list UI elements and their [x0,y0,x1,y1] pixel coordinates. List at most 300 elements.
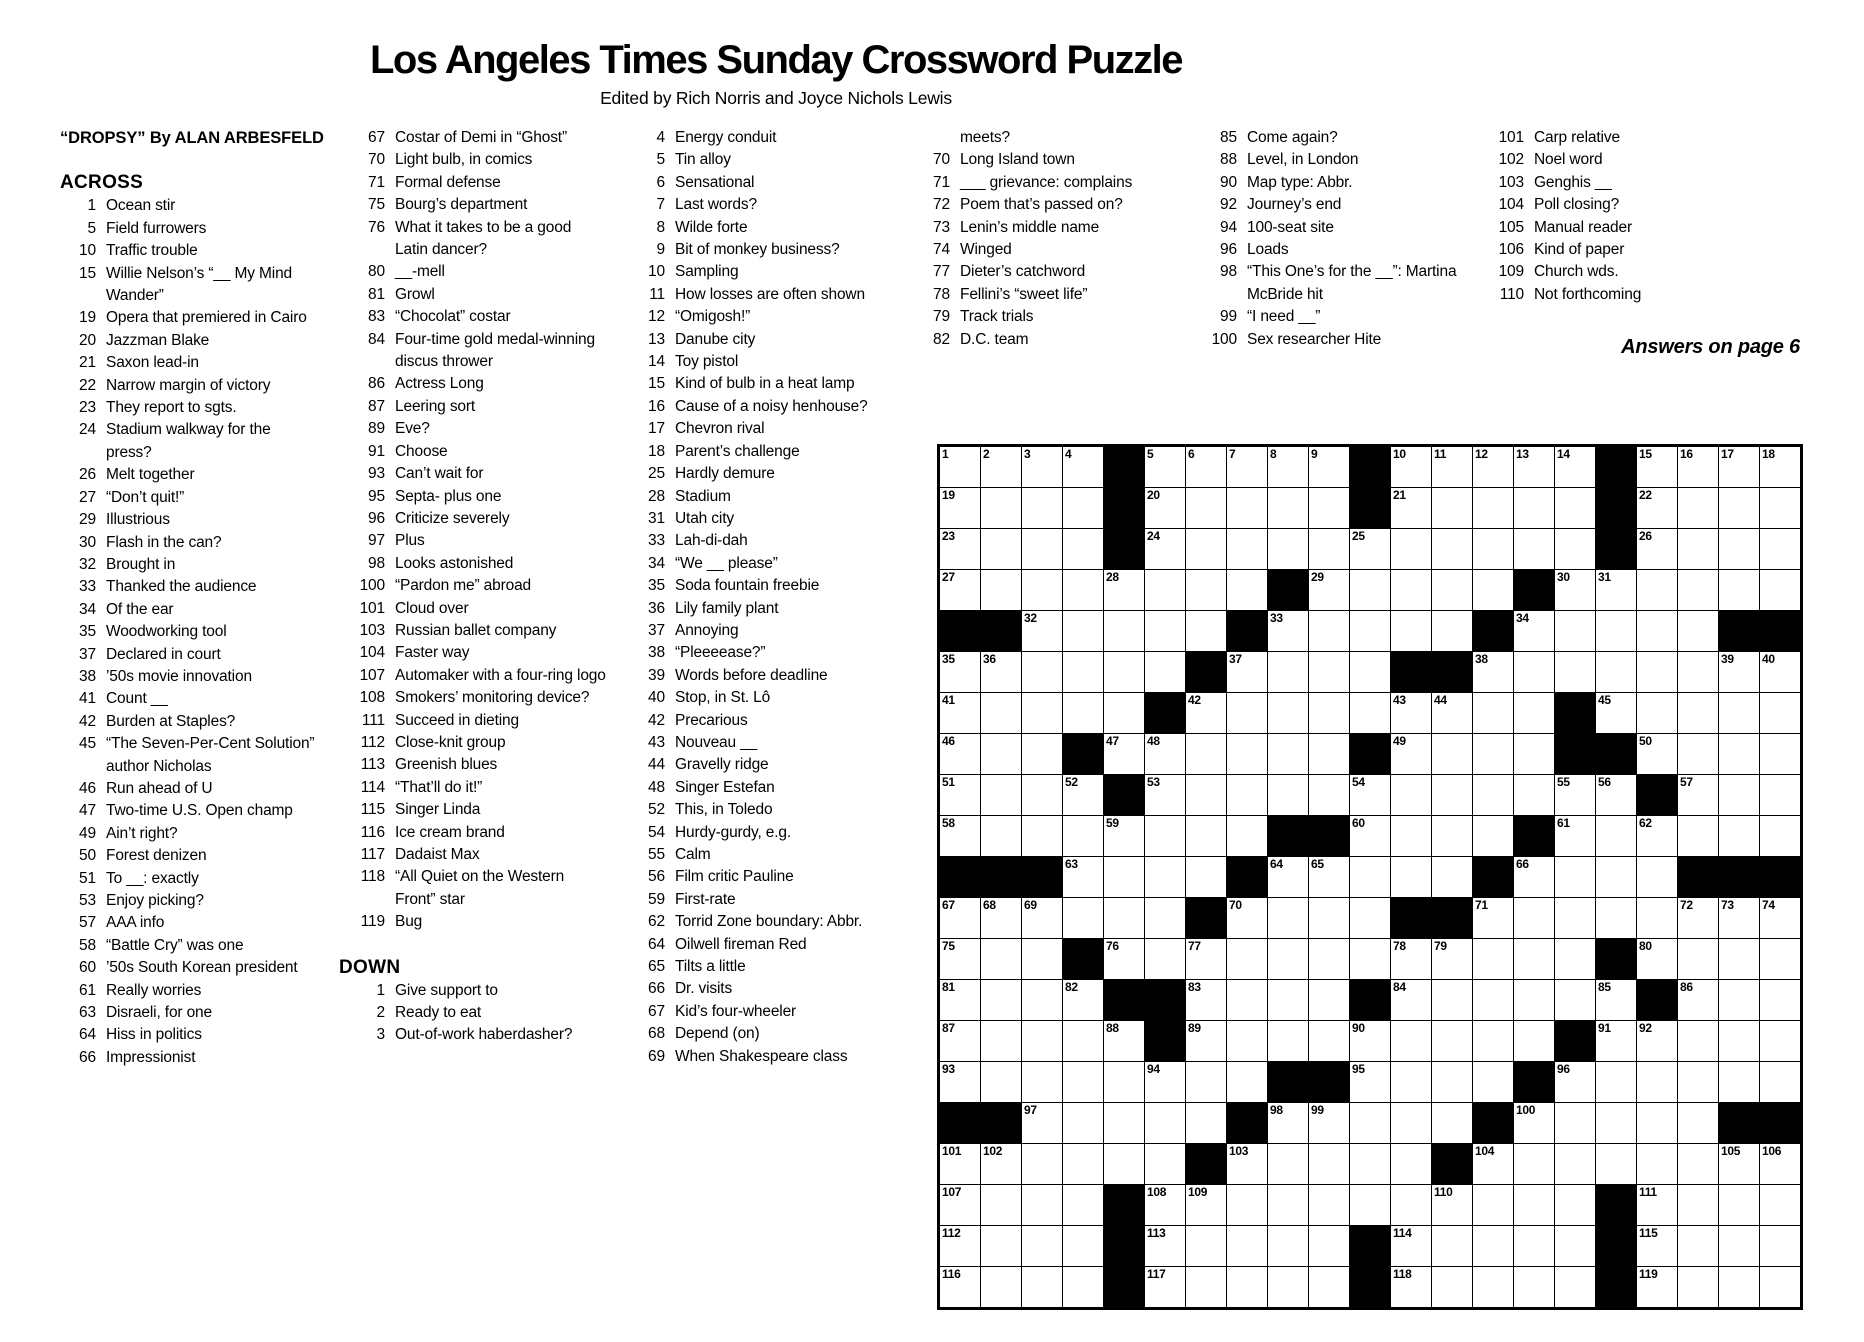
grid-cell[interactable] [1391,1021,1431,1061]
grid-cell[interactable] [981,1267,1021,1307]
grid-cell[interactable] [1145,652,1185,692]
grid-cell[interactable] [1186,1226,1226,1266]
grid-cell[interactable] [1596,980,1636,1020]
grid-cell[interactable] [1063,488,1103,528]
grid-cell[interactable] [1678,1226,1718,1266]
grid-cell[interactable] [1760,652,1800,692]
grid-cell[interactable] [1104,611,1144,651]
grid-cell[interactable] [1678,693,1718,733]
grid-cell[interactable] [1719,447,1759,487]
grid-cell[interactable] [1309,447,1349,487]
grid-cell[interactable] [1473,816,1513,856]
grid-cell[interactable] [1350,898,1390,938]
grid-cell[interactable] [1719,1185,1759,1225]
grid-cell[interactable] [1473,529,1513,569]
grid-cell[interactable] [1432,857,1472,897]
grid-cell[interactable] [1637,1062,1677,1102]
grid-cell[interactable] [1391,857,1431,897]
grid-cell[interactable] [1350,570,1390,610]
grid-cell[interactable] [1473,1144,1513,1184]
grid-cell[interactable] [1022,1062,1062,1102]
grid-cell[interactable] [1309,939,1349,979]
grid-cell[interactable] [1760,529,1800,569]
grid-cell[interactable] [1063,1144,1103,1184]
grid-cell[interactable] [1350,693,1390,733]
grid-cell[interactable] [981,447,1021,487]
grid-cell[interactable] [1022,939,1062,979]
grid-cell[interactable] [1637,570,1677,610]
grid-cell[interactable] [1678,1021,1718,1061]
grid-cell[interactable] [1391,939,1431,979]
grid-cell[interactable] [940,1021,980,1061]
grid-cell[interactable] [940,1185,980,1225]
grid-cell[interactable] [1637,1185,1677,1225]
grid-cell[interactable] [1719,488,1759,528]
grid-cell[interactable] [1596,816,1636,856]
grid-cell[interactable] [1432,693,1472,733]
grid-cell[interactable] [1063,816,1103,856]
grid-cell[interactable] [1022,1021,1062,1061]
grid-cell[interactable] [1473,980,1513,1020]
grid-cell[interactable] [1063,693,1103,733]
grid-cell[interactable] [1391,1144,1431,1184]
grid-cell[interactable] [1760,570,1800,610]
grid-cell[interactable] [940,693,980,733]
grid-cell[interactable] [1309,734,1349,774]
grid-cell[interactable] [940,1144,980,1184]
grid-cell[interactable] [1719,980,1759,1020]
grid-cell[interactable] [1473,693,1513,733]
grid-cell[interactable] [1760,1144,1800,1184]
grid-cell[interactable] [1268,1185,1308,1225]
grid-cell[interactable] [1145,447,1185,487]
grid-cell[interactable] [1309,488,1349,528]
grid-cell[interactable] [1473,939,1513,979]
grid-cell[interactable] [1555,1267,1595,1307]
grid-cell[interactable] [1719,1267,1759,1307]
grid-cell[interactable] [1145,1226,1185,1266]
grid-cell[interactable] [1514,1185,1554,1225]
grid-cell[interactable] [1719,1144,1759,1184]
grid-cell[interactable] [1227,939,1267,979]
grid-cell[interactable] [1104,1103,1144,1143]
grid-cell[interactable] [1309,693,1349,733]
grid-cell[interactable] [981,1062,1021,1102]
grid-cell[interactable] [1022,775,1062,815]
grid-cell[interactable] [981,1185,1021,1225]
grid-cell[interactable] [1104,1062,1144,1102]
grid-cell[interactable] [1514,1267,1554,1307]
grid-cell[interactable] [1555,1226,1595,1266]
grid-cell[interactable] [1514,898,1554,938]
grid-cell[interactable] [1555,1185,1595,1225]
grid-cell[interactable] [1186,1103,1226,1143]
grid-cell[interactable] [1227,529,1267,569]
grid-cell[interactable] [1063,1267,1103,1307]
grid-cell[interactable] [1268,857,1308,897]
grid-cell[interactable] [1145,775,1185,815]
grid-cell[interactable] [1022,1267,1062,1307]
grid-cell[interactable] [1596,775,1636,815]
grid-cell[interactable] [981,529,1021,569]
grid-cell[interactable] [1719,775,1759,815]
grid-cell[interactable] [1227,775,1267,815]
grid-cell[interactable] [1596,1021,1636,1061]
grid-cell[interactable] [1391,1103,1431,1143]
grid-cell[interactable] [1432,1226,1472,1266]
grid-cell[interactable] [1678,1185,1718,1225]
grid-cell[interactable] [1350,652,1390,692]
grid-cell[interactable] [1637,447,1677,487]
grid-cell[interactable] [1760,980,1800,1020]
grid-cell[interactable] [1309,611,1349,651]
grid-cell[interactable] [1022,1185,1062,1225]
grid-cell[interactable] [1022,980,1062,1020]
grid-cell[interactable] [1555,857,1595,897]
grid-cell[interactable] [1186,1185,1226,1225]
grid-cell[interactable] [1391,775,1431,815]
grid-cell[interactable] [1104,1144,1144,1184]
grid-cell[interactable] [1596,898,1636,938]
grid-cell[interactable] [1555,898,1595,938]
grid-cell[interactable] [1227,1226,1267,1266]
grid-cell[interactable] [1391,1267,1431,1307]
grid-cell[interactable] [1268,447,1308,487]
grid-cell[interactable] [1555,1144,1595,1184]
grid-cell[interactable] [940,939,980,979]
grid-cell[interactable] [1514,652,1554,692]
grid-cell[interactable] [1227,1144,1267,1184]
grid-cell[interactable] [1719,570,1759,610]
grid-cell[interactable] [1309,1267,1349,1307]
grid-cell[interactable] [1719,1226,1759,1266]
grid-cell[interactable] [1473,1062,1513,1102]
grid-cell[interactable] [940,734,980,774]
grid-cell[interactable] [1473,1267,1513,1307]
grid-cell[interactable] [1473,1021,1513,1061]
grid-cell[interactable] [1637,611,1677,651]
grid-cell[interactable] [1760,488,1800,528]
grid-cell[interactable] [1514,1226,1554,1266]
grid-cell[interactable] [1719,734,1759,774]
grid-cell[interactable] [1678,488,1718,528]
grid-cell[interactable] [1104,734,1144,774]
grid-cell[interactable] [1022,734,1062,774]
grid-cell[interactable] [1432,816,1472,856]
grid-cell[interactable] [1022,1144,1062,1184]
grid-cell[interactable] [1678,570,1718,610]
grid-cell[interactable] [981,816,1021,856]
grid-cell[interactable] [1063,611,1103,651]
grid-cell[interactable] [1514,693,1554,733]
grid-cell[interactable] [1760,734,1800,774]
grid-cell[interactable] [1022,898,1062,938]
grid-cell[interactable] [1678,1062,1718,1102]
grid-cell[interactable] [1473,1185,1513,1225]
grid-cell[interactable] [1063,447,1103,487]
grid-cell[interactable] [1719,652,1759,692]
grid-cell[interactable] [1391,570,1431,610]
grid-cell[interactable] [1473,775,1513,815]
grid-cell[interactable] [1678,898,1718,938]
grid-cell[interactable] [1514,857,1554,897]
grid-cell[interactable] [1514,939,1554,979]
grid-cell[interactable] [1678,1267,1718,1307]
grid-cell[interactable] [1350,611,1390,651]
grid-cell[interactable] [1309,857,1349,897]
grid-cell[interactable] [1678,734,1718,774]
grid-cell[interactable] [1555,939,1595,979]
grid-cell[interactable] [981,939,1021,979]
grid-cell[interactable] [1391,734,1431,774]
grid-cell[interactable] [1145,734,1185,774]
grid-cell[interactable] [940,488,980,528]
grid-cell[interactable] [1391,693,1431,733]
grid-cell[interactable] [1760,939,1800,979]
grid-cell[interactable] [1719,816,1759,856]
grid-cell[interactable] [1063,775,1103,815]
grid-cell[interactable] [1268,1267,1308,1307]
grid-cell[interactable] [1063,652,1103,692]
grid-cell[interactable] [1145,1144,1185,1184]
grid-cell[interactable] [1227,693,1267,733]
grid-cell[interactable] [1432,734,1472,774]
grid-cell[interactable] [1309,1185,1349,1225]
grid-cell[interactable] [1309,775,1349,815]
grid-cell[interactable] [1473,652,1513,692]
grid-cell[interactable] [1186,775,1226,815]
grid-cell[interactable] [1555,611,1595,651]
grid-cell[interactable] [1637,939,1677,979]
grid-cell[interactable] [1186,980,1226,1020]
grid-cell[interactable] [1350,939,1390,979]
grid-cell[interactable] [1514,488,1554,528]
grid-cell[interactable] [1104,693,1144,733]
grid-cell[interactable] [1227,1267,1267,1307]
grid-cell[interactable] [1268,775,1308,815]
grid-cell[interactable] [1432,1103,1472,1143]
grid-cell[interactable] [1391,611,1431,651]
grid-cell[interactable] [1186,488,1226,528]
grid-cell[interactable] [981,570,1021,610]
grid-cell[interactable] [1391,447,1431,487]
grid-cell[interactable] [1555,447,1595,487]
grid-cell[interactable] [1104,570,1144,610]
grid-cell[interactable] [1514,529,1554,569]
grid-cell[interactable] [1678,1144,1718,1184]
grid-cell[interactable] [1432,611,1472,651]
grid-cell[interactable] [1637,1226,1677,1266]
grid-cell[interactable] [1268,980,1308,1020]
grid-cell[interactable] [1350,857,1390,897]
grid-cell[interactable] [1514,611,1554,651]
grid-cell[interactable] [1719,693,1759,733]
grid-cell[interactable] [1063,898,1103,938]
grid-cell[interactable] [1596,611,1636,651]
grid-cell[interactable] [1596,857,1636,897]
grid-cell[interactable] [1678,611,1718,651]
grid-cell[interactable] [1350,816,1390,856]
grid-cell[interactable] [1186,570,1226,610]
grid-cell[interactable] [1555,1103,1595,1143]
grid-cell[interactable] [1637,1103,1677,1143]
grid-cell[interactable] [1145,1267,1185,1307]
grid-cell[interactable] [1432,1062,1472,1102]
grid-cell[interactable] [1678,529,1718,569]
grid-cell[interactable] [1555,529,1595,569]
grid-cell[interactable] [1022,529,1062,569]
grid-cell[interactable] [1473,1226,1513,1266]
grid-cell[interactable] [1227,652,1267,692]
grid-cell[interactable] [981,1226,1021,1266]
grid-cell[interactable] [940,652,980,692]
grid-cell[interactable] [1678,447,1718,487]
grid-cell[interactable] [1596,1062,1636,1102]
grid-cell[interactable] [1637,1144,1677,1184]
grid-cell[interactable] [1637,488,1677,528]
grid-cell[interactable] [1596,693,1636,733]
grid-cell[interactable] [1186,529,1226,569]
grid-cell[interactable] [1432,775,1472,815]
grid-cell[interactable] [1063,570,1103,610]
grid-cell[interactable] [1432,939,1472,979]
grid-cell[interactable] [1268,1021,1308,1061]
grid-cell[interactable] [981,775,1021,815]
grid-cell[interactable] [1760,1185,1800,1225]
grid-cell[interactable] [1186,447,1226,487]
grid-cell[interactable] [1145,488,1185,528]
grid-cell[interactable] [1309,570,1349,610]
grid-cell[interactable] [1227,1185,1267,1225]
grid-cell[interactable] [1063,1226,1103,1266]
grid-cell[interactable] [940,1267,980,1307]
grid-cell[interactable] [1022,570,1062,610]
grid-cell[interactable] [1309,1226,1349,1266]
grid-cell[interactable] [1145,529,1185,569]
grid-cell[interactable] [1596,1103,1636,1143]
grid-cell[interactable] [1514,1103,1554,1143]
grid-cell[interactable] [981,1021,1021,1061]
grid-cell[interactable] [1719,529,1759,569]
grid-cell[interactable] [1637,1021,1677,1061]
grid-cell[interactable] [1309,898,1349,938]
grid-cell[interactable] [1596,652,1636,692]
grid-cell[interactable] [1760,693,1800,733]
grid-cell[interactable] [1637,816,1677,856]
grid-cell[interactable] [1432,529,1472,569]
grid-cell[interactable] [1145,857,1185,897]
grid-cell[interactable] [1637,652,1677,692]
grid-cell[interactable] [1186,939,1226,979]
grid-cell[interactable] [1309,1103,1349,1143]
grid-cell[interactable] [1186,611,1226,651]
grid-cell[interactable] [1268,939,1308,979]
grid-cell[interactable] [1432,980,1472,1020]
grid-cell[interactable] [1637,734,1677,774]
grid-cell[interactable] [1063,529,1103,569]
grid-cell[interactable] [1514,775,1554,815]
grid-cell[interactable] [940,447,980,487]
grid-cell[interactable] [1104,939,1144,979]
grid-cell[interactable] [1473,488,1513,528]
grid-cell[interactable] [1760,1062,1800,1102]
grid-cell[interactable] [1268,529,1308,569]
grid-cell[interactable] [1760,775,1800,815]
grid-cell[interactable] [1350,1185,1390,1225]
grid-cell[interactable] [981,693,1021,733]
grid-cell[interactable] [1022,652,1062,692]
grid-cell[interactable] [1104,816,1144,856]
grid-cell[interactable] [1227,898,1267,938]
grid-cell[interactable] [940,570,980,610]
grid-cell[interactable] [1227,447,1267,487]
grid-cell[interactable] [1227,734,1267,774]
grid-cell[interactable] [1145,1103,1185,1143]
grid-cell[interactable] [1637,898,1677,938]
grid-cell[interactable] [1022,816,1062,856]
grid-cell[interactable] [1555,652,1595,692]
grid-cell[interactable] [1227,816,1267,856]
grid-cell[interactable] [1350,1103,1390,1143]
grid-cell[interactable] [1432,570,1472,610]
grid-cell[interactable] [1145,816,1185,856]
grid-cell[interactable] [1186,693,1226,733]
grid-cell[interactable] [1678,775,1718,815]
grid-cell[interactable] [1760,1021,1800,1061]
grid-cell[interactable] [1309,652,1349,692]
grid-cell[interactable] [940,898,980,938]
grid-cell[interactable] [940,775,980,815]
grid-cell[interactable] [1186,734,1226,774]
grid-cell[interactable] [1391,529,1431,569]
grid-cell[interactable] [940,980,980,1020]
grid-cell[interactable] [1432,1185,1472,1225]
grid-cell[interactable] [1309,1144,1349,1184]
grid-cell[interactable] [1022,693,1062,733]
grid-cell[interactable] [1145,1185,1185,1225]
grid-cell[interactable] [1309,980,1349,1020]
grid-cell[interactable] [1104,652,1144,692]
grid-cell[interactable] [1555,775,1595,815]
grid-cell[interactable] [1719,898,1759,938]
grid-cell[interactable] [1555,570,1595,610]
grid-cell[interactable] [1514,980,1554,1020]
grid-cell[interactable] [1555,488,1595,528]
grid-cell[interactable] [981,898,1021,938]
grid-cell[interactable] [1637,693,1677,733]
grid-cell[interactable] [1391,1185,1431,1225]
grid-cell[interactable] [1350,1062,1390,1102]
grid-cell[interactable] [1022,1226,1062,1266]
grid-cell[interactable] [981,488,1021,528]
grid-cell[interactable] [1063,857,1103,897]
grid-cell[interactable] [1268,1144,1308,1184]
grid-cell[interactable] [1391,816,1431,856]
grid-cell[interactable] [1268,898,1308,938]
grid-cell[interactable] [1596,570,1636,610]
grid-cell[interactable] [1719,939,1759,979]
grid-cell[interactable] [1186,816,1226,856]
grid-cell[interactable] [1473,447,1513,487]
grid-cell[interactable] [1391,488,1431,528]
grid-cell[interactable] [1022,611,1062,651]
grid-cell[interactable] [1678,816,1718,856]
grid-cell[interactable] [940,816,980,856]
grid-cell[interactable] [940,1226,980,1266]
grid-cell[interactable] [1063,1021,1103,1061]
grid-cell[interactable] [1186,857,1226,897]
grid-cell[interactable] [1227,1021,1267,1061]
